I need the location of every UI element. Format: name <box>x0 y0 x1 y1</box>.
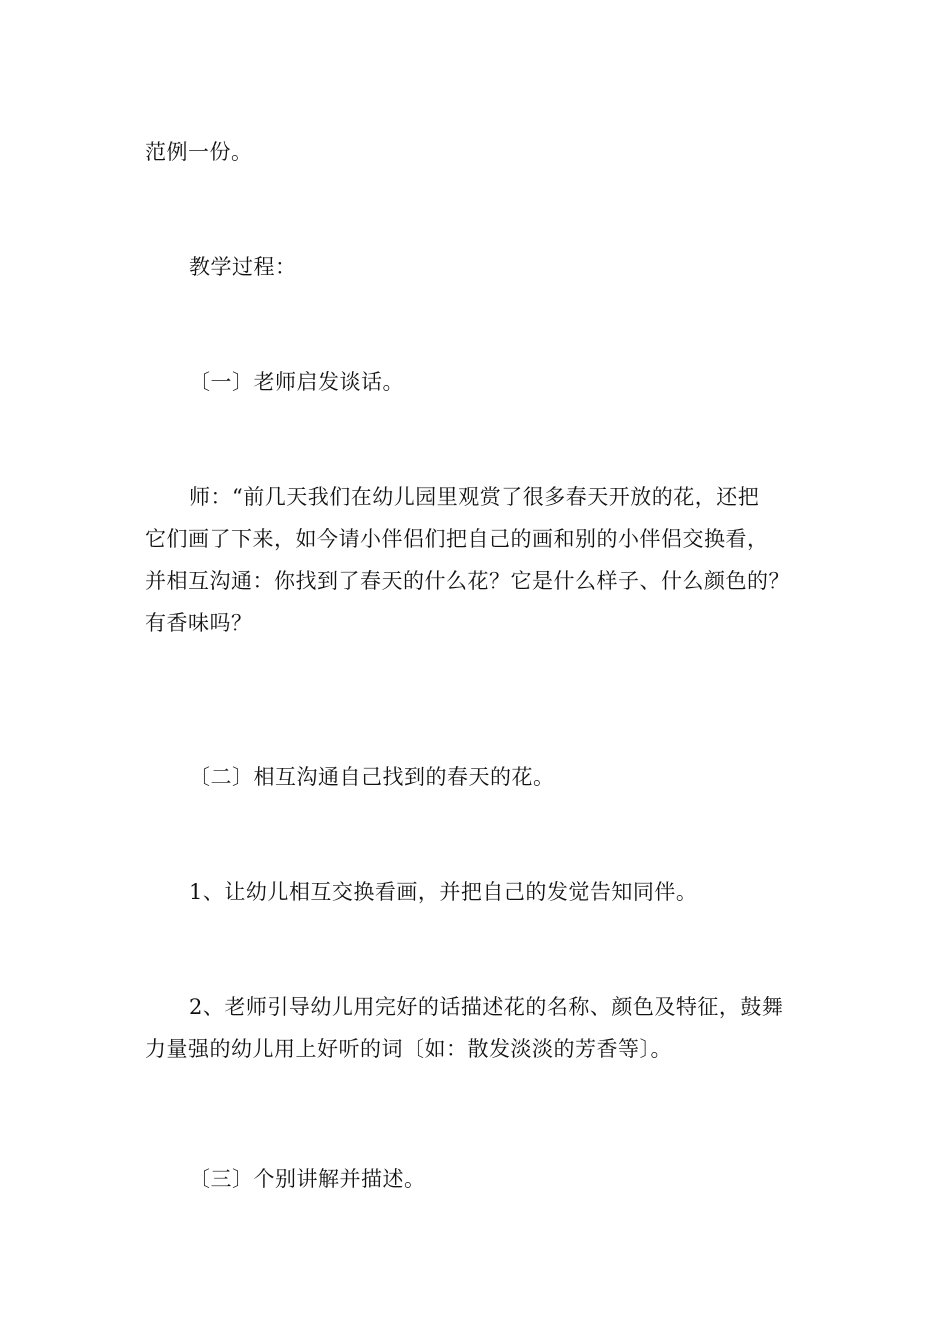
paragraph-materials <box>145 131 825 173</box>
text-line: 有香味吗？ <box>145 611 253 635</box>
paragraph-item-one <box>145 871 869 913</box>
text-line: 力量强的幼儿用上好听的词〔如：散发淡淡的芳香等〕。 <box>145 1037 672 1061</box>
text-line: 〔二〕相互沟通自己找到的春天的花。 <box>189 765 555 789</box>
text-line: 范例一份。 <box>145 140 253 164</box>
text-line: 它们画了下来，如今请小伴侣们把自己的画和别的小伴侣交换看， <box>145 527 769 551</box>
paragraph-item-two <box>145 986 825 1070</box>
text-line: 师：“前几天我们在幼儿园里观赏了很多春天开放的花，还把 <box>189 485 760 509</box>
text-line: 教学过程： <box>189 255 297 279</box>
paragraph-step-one-heading <box>145 361 869 403</box>
text-line: 〔三〕个别讲解并描述。 <box>189 1167 426 1191</box>
paragraph-process-heading <box>145 246 869 288</box>
text-line: 并相互沟通：你找到了春天的什么花？它是什么样子、什么颜色的？ <box>145 569 790 593</box>
paragraph-teacher-speech <box>145 476 825 644</box>
paragraph-step-two-heading <box>145 756 869 798</box>
paragraph-step-three-heading <box>145 1158 869 1200</box>
text-line: 2、老师引导幼儿用完好的话描述花的名称、颜色及特征，鼓舞 <box>189 995 784 1019</box>
text-line: 1、让幼儿相互交换看画，并把自己的发觉告知同伴。 <box>189 880 698 904</box>
text-line: 〔一〕老师启发谈话。 <box>189 370 404 394</box>
